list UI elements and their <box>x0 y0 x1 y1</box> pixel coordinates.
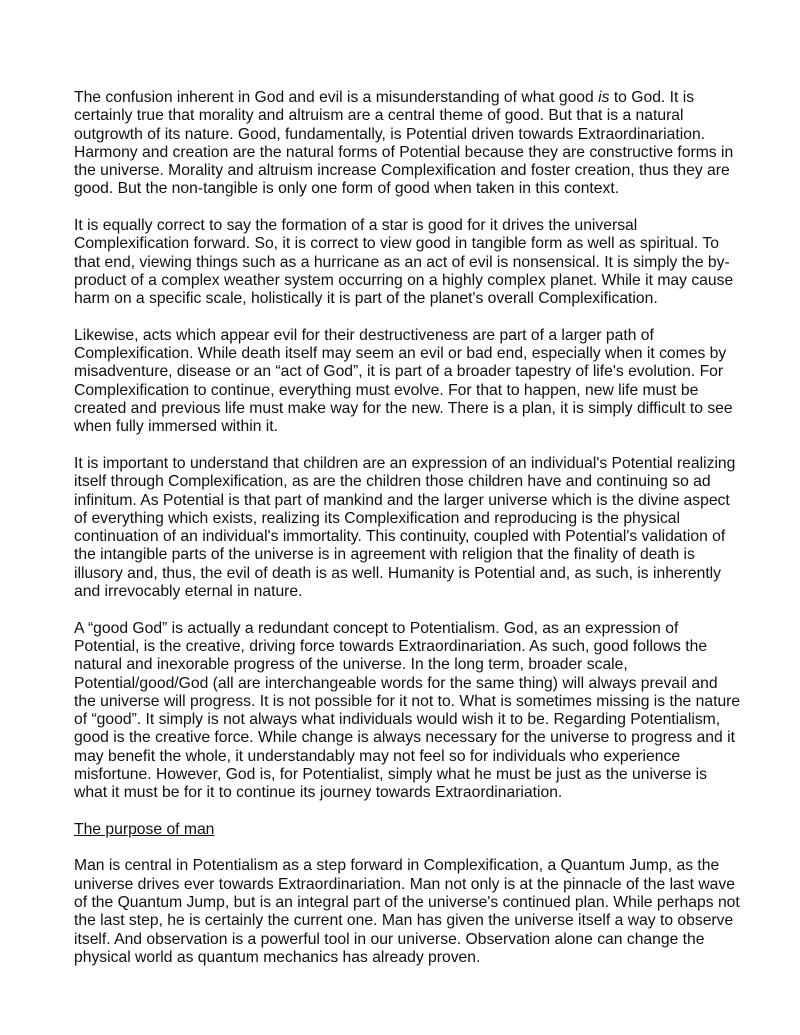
paragraph-star-formation: It is equally correct to say the formation of a star is good for it drives the universal Complexification forward. So, it is correct to view good in tangible form as well as spiritual. To that end, viewing things such as a hurricane as an act of evil is nonsensical. It is simply the by-product of a complex weather system occurring on a highly complex planet. While it may cause harm on a specific scale, holistically it is part of the planet's overall Complexification. <box>74 217 734 308</box>
paragraph-children-potential: It is important to understand that children are an expression of an individual's Potential realizing itself through Complexification, as are the children those children have and continuing so ad infinitum. As Potential is that part of mankind and the larger universe which is the divine aspect of everything which exists, realizing its Complexification and reproducing is the physical continuation of an individual's immortality. This continuity, coupled with Potential's validation of the intangible parts of the universe is in agreement with religion that the finality of death is illusory and, thus, the evil of death is as well. Humanity is Potential and, as such, is inherently and irrevocably eternal in nature. <box>74 454 736 601</box>
document-page <box>74 89 742 986</box>
paragraph-text: The confusion inherent in God and evil is a misunderstanding of what good <box>74 89 599 106</box>
emphasized-word: is <box>598 89 610 106</box>
section-heading: The purpose of man <box>74 820 215 838</box>
paragraph-purpose-of-man: Man is central in Potentialism as a step forward in Complexification, a Quantum Jump, as the universe drives ever towards Extraordinariation. Man not only is at the pinnacle of the last wave of the Quantum Jump, but is an integral part of the universe's continued plan. While perhaps not the last step, he is certainly the current one. Man has given the universe itself a way to observe itself. And observation is a powerful tool in our universe. Observation alone can change the physical world as quantum mechanics has already proven. <box>74 857 740 966</box>
paragraph-destructive-acts: Likewise, acts which appear evil for their destructiveness are part of a larger path of Complexification. While death itself may seem an evil or bad end, especially when it comes by misadventure, disease or an “act of God”, it is part of a broader tapestry of life's evolution. For Complexification to continue, everything must evolve. For that to happen, new life must be created and previous life must make way for the new. There is a plan, it is simply difficult to see when fully immersed within it. <box>74 326 733 436</box>
paragraph-good-god: A “good God” is actually a redundant concept to Potentialism. God, as an expression of Potential, is the creative, driving force towards Extraordinariation. As such, good follows the natural and inexorable progress of the universe. In the long term, broader scale, Potential/good/God (all are interchangeable words for the same thing) will always prevail and the universe will progress. It is not possible for it not to. What is sometimes missing is the nature of “good”. It simply is not always what individuals would wish it to be. Regarding Potentialism, good is the creative force. While change is always necessary for the universe to progress and it may benefit the whole, it understandably may not feel so for individuals who experience misfortune. However, God is, for Potentialist, simply what he must be just as the universe is what it must be for it to continue its journey towards Extraordinariation. <box>74 619 741 802</box>
paragraph-good-and-evil <box>74 89 742 199</box>
paragraph-text: to God. It is certainly true that morality and altruism are a central theme of good. But that is a natural outgrowth of its nature. Good, fundamentally, is Potential driven towards Extraordinariation. Harmony and creation are the natural forms of Potential because they are constructive forms in the universe. Morality and altruism increase Complexification and foster creation, thus they are good. But the non-tangible is only one form of good when taken in this context. <box>74 89 734 198</box>
